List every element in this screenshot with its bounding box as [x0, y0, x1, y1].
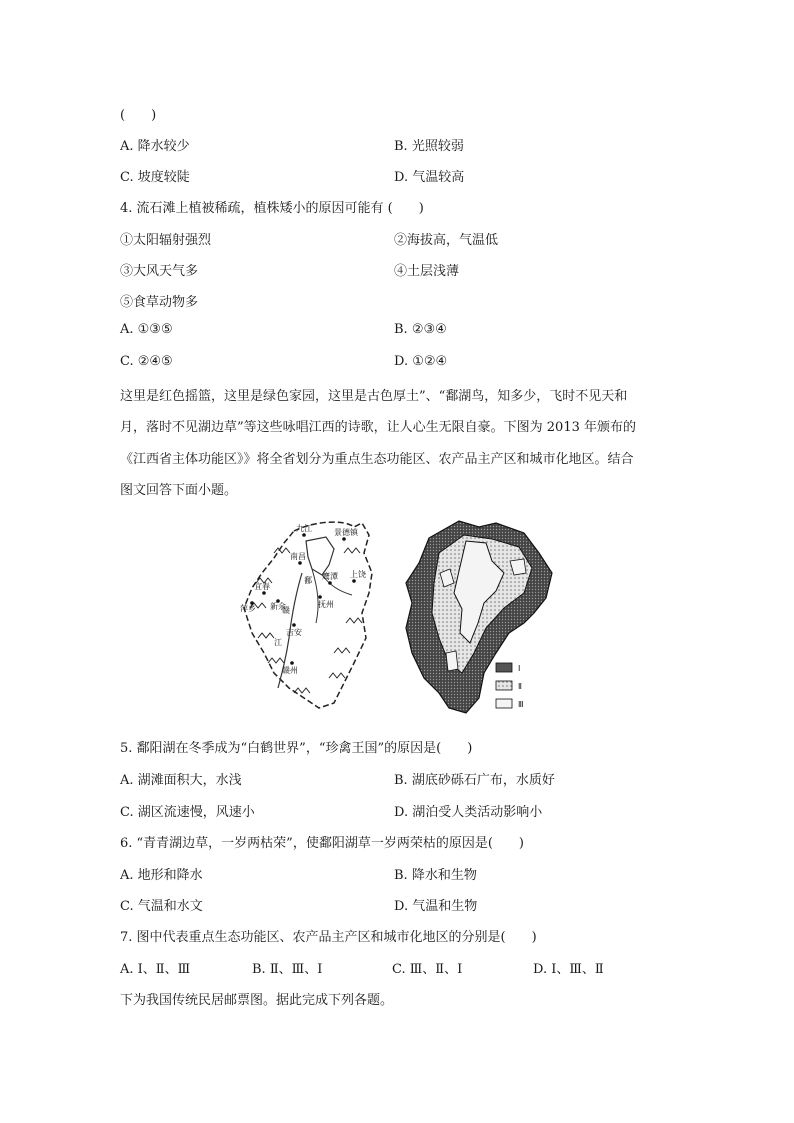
legend-label-1: Ⅰ — [518, 664, 521, 673]
q4-item-5: ⑤食草动物多 — [120, 295, 199, 310]
mountain-symbols — [250, 548, 362, 693]
right-zoning-map — [406, 521, 552, 713]
legend-swatch-1 — [496, 663, 512, 672]
passage-line-4: 图文回答下面小题。 — [120, 483, 238, 498]
left-physical-map — [240, 522, 372, 708]
q3-option-b: B. 光照较弱 — [394, 139, 464, 154]
q7-option-d: D. Ⅰ、Ⅲ、Ⅱ — [533, 962, 604, 977]
place-label: 赣州 — [282, 666, 298, 675]
q5-option-b: B. 湖底砂砾石广布，水质好 — [394, 773, 555, 788]
q5-stem: 5. 鄱阳湖在冬季成为“白鹤世界”，“珍禽王国”的原因是( ) — [120, 741, 473, 756]
q7-option-b: B. Ⅱ、Ⅲ、Ⅰ — [252, 962, 323, 977]
q4-option-c: C. ②④⑤ — [120, 354, 173, 369]
legend-label-3: Ⅲ — [518, 700, 524, 709]
jiangxi-maps-svg — [234, 513, 574, 723]
q4-item-3: ③大风天气多 — [120, 264, 199, 279]
place-label: 江 — [274, 638, 282, 647]
q6-option-a: A. 地形和降水 — [120, 868, 203, 883]
place-label: 抚州 — [318, 600, 334, 609]
q4-item-4: ④土层浅薄 — [394, 264, 460, 279]
q6-option-d: D. 气温和生物 — [394, 899, 478, 914]
q5-option-d: D. 湖泊受人类活动影响小 — [394, 805, 543, 820]
q7-option-a: A. Ⅰ、Ⅱ、Ⅲ — [120, 962, 191, 977]
place-label: 赣 — [282, 606, 290, 615]
place-label: 宜春 — [254, 582, 270, 591]
place-label: 鹰潭 — [322, 572, 338, 581]
poyang-lake — [306, 537, 334, 575]
q6-stem: 6. “青青湖边草，一岁两枯荣”，使鄱阳湖草一岁两荣枯的原因是( ) — [120, 836, 524, 851]
q7-option-c: C. Ⅲ、Ⅱ、Ⅰ — [392, 962, 463, 977]
q3-paren: ( ) — [120, 108, 157, 123]
q3-option-a: A. 降水较少 — [120, 139, 190, 154]
passage-line-1: 这里是红色摇篮，这里是绿色家园，这里是古色厚土”、“鄱湖鸟，知多少，飞时不见天和 — [120, 389, 628, 404]
place-label: 上饶 — [350, 570, 366, 579]
place-label: 景德镇 — [334, 528, 358, 537]
passage-line-3: 《江西省主体功能区》》将全省划分为重点生态功能区、农产品主产区和城市化地区。结合 — [120, 452, 634, 467]
q5-option-c: C. 湖区流速慢，风速小 — [120, 805, 255, 820]
jiangxi-map-figure — [234, 513, 574, 723]
q6-option-c: C. 气温和水文 — [120, 899, 203, 914]
zoning-legend — [496, 663, 524, 709]
place-label: 萍乡 — [240, 604, 256, 613]
q7-stem: 7. 图中代表重点生态功能区、农产品主产区和城市化地区的分别是( ) — [120, 930, 537, 945]
place-label: 鄱 — [304, 576, 312, 585]
legend-swatch-2 — [496, 681, 512, 690]
fu-river — [312, 569, 318, 623]
q3-option-c: C. 坡度较陡 — [120, 170, 190, 185]
q6-option-b: B. 降水和生物 — [394, 868, 477, 883]
q4-option-d: D. ①②④ — [394, 354, 448, 369]
place-label: 南昌 — [290, 552, 306, 561]
q4-option-b: B. ②③④ — [394, 322, 447, 337]
place-label: 吉安 — [286, 628, 302, 637]
q4-item-2: ②海拔高，气温低 — [394, 233, 499, 248]
q5-option-a: A. 湖滩面积大，水浅 — [120, 773, 242, 788]
q3-option-d: D. 气温较高 — [394, 170, 465, 185]
q4-item-1: ①太阳辐射强烈 — [120, 233, 212, 248]
passage-line-2: 月，落时不见湖边草”等这些咏唱江西的诗歌，让人心生无限自豪。下图为 2013 年颁布的 — [120, 420, 636, 435]
q4-stem: 4. 流石滩上植被稀疏，植株矮小的原因可能有 ( ) — [120, 201, 424, 216]
legend-swatch-3 — [496, 699, 512, 708]
place-label: 九江 — [296, 524, 312, 533]
q4-option-a: A. ①③⑤ — [120, 322, 173, 337]
legend-label-2: Ⅱ — [518, 682, 522, 691]
closing-instruction: 下为我国传统民居邮票图。据此完成下列各题。 — [120, 993, 394, 1008]
place-label: 新余 — [270, 602, 286, 611]
